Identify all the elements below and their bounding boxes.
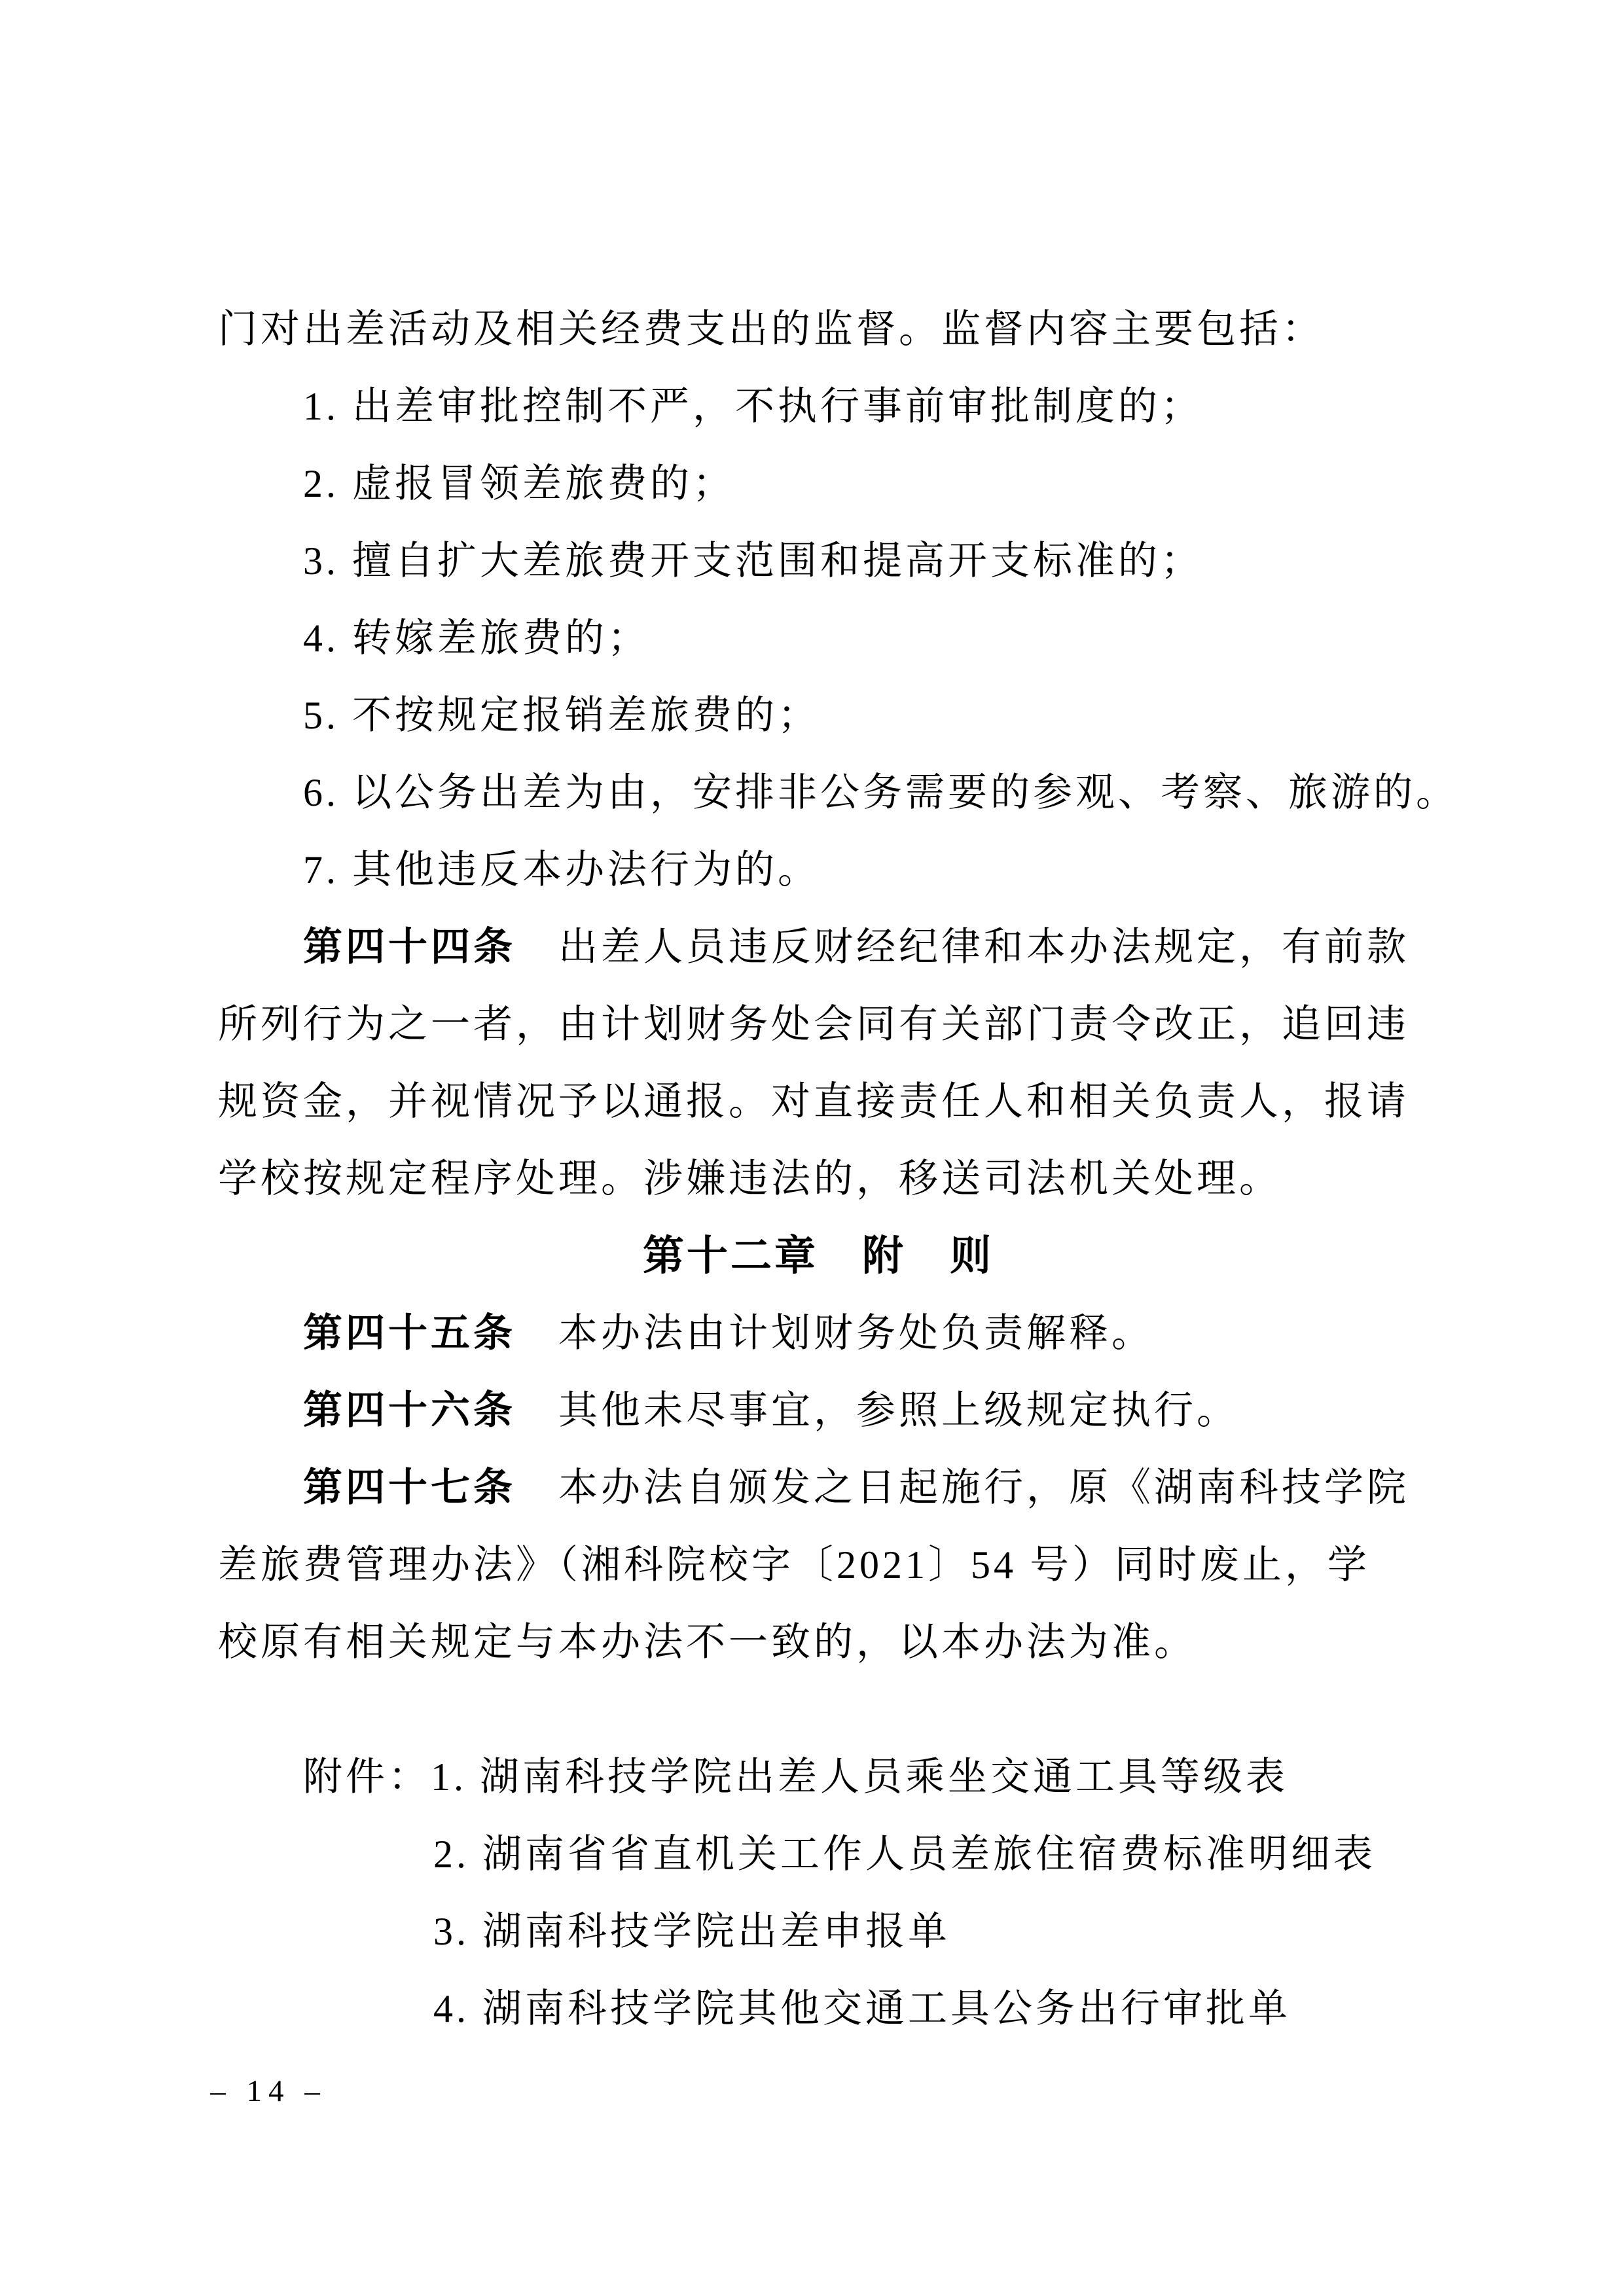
text-run: 1. 出差审批控制不严，不执行事前审批制度的； — [303, 385, 1203, 428]
article-number: 第四十六条 — [303, 1389, 516, 1432]
document-line — [218, 754, 1458, 831]
document-line — [218, 1140, 1418, 1217]
document-line — [218, 1063, 1418, 1140]
text-run: 门对出差活动及相关经费支出的监督。监督内容主要包括： — [218, 308, 1324, 351]
attachment-line — [218, 1970, 1418, 2047]
text-run: 出差人员违反财经纪律和本办法规定，有前款 — [516, 925, 1409, 969]
attachment-line — [218, 1893, 1418, 1970]
page-number: – 14 – — [210, 2074, 327, 2108]
document-line — [218, 1295, 1418, 1372]
text-run: 差旅费管理办法》（湘科院校字〔2021〕54 号）同时废止，学 — [218, 1543, 1370, 1587]
attachment-line — [218, 1738, 1418, 1816]
text-run: 所列行为之一者，由计划财务处会同有关部门责令改正，追回违 — [218, 1003, 1409, 1046]
document-line — [218, 1449, 1418, 1526]
text-run: 校原有相关规定与本办法不一致的，以本办法为准。 — [218, 1621, 1197, 1664]
document-line — [218, 986, 1418, 1063]
text-run: 3. 擅自扩大差旅费开支范围和提高开支标准的； — [303, 539, 1203, 583]
document-line — [218, 600, 1418, 677]
text-run: 2. 湖南省省直机关工作人员差旅住宿费标准明细表 — [433, 1833, 1376, 1876]
text-run: 3. 湖南科技学院出差申报单 — [433, 1910, 950, 1953]
text-run: 本办法由计划财务处负责解释。 — [516, 1312, 1154, 1355]
document-line — [218, 677, 1418, 754]
document-line — [218, 291, 1418, 368]
document-line — [218, 1604, 1418, 1681]
document-line — [218, 368, 1418, 445]
document-line — [218, 1372, 1418, 1449]
text-run: 学校按规定程序处理。涉嫌违法的，移送司法机关处理。 — [218, 1157, 1282, 1200]
document-line — [218, 1526, 1418, 1604]
document-line — [218, 445, 1418, 522]
text-run: 4. 转嫁差旅费的； — [303, 617, 650, 660]
article-number: 第十二章 附 则 — [643, 1233, 994, 1279]
document-text-block — [218, 291, 1458, 2047]
document-line — [218, 831, 1418, 908]
document-line — [218, 908, 1418, 986]
text-run: 规资金，并视情况予以通报。对直接责任人和相关负责人，报请 — [218, 1080, 1409, 1123]
text-run: 6. 以公务出差为由，安排非公务需要的参观、考察、旅游的。 — [303, 771, 1458, 814]
attachment-line — [218, 1816, 1418, 1893]
text-run: 其他未尽事宜，参照上级规定执行。 — [516, 1389, 1239, 1432]
article-number: 第四十四条 — [303, 925, 516, 969]
text-run: 附件：1. 湖南科技学院出差人员乘坐交通工具等级表 — [303, 1755, 1288, 1799]
text-run: 本办法自颁发之日起施行，原《湖南科技学院 — [516, 1466, 1409, 1509]
text-run: 5. 不按规定报销差旅费的； — [303, 694, 820, 737]
document-line — [218, 522, 1418, 600]
article-number: 第四十五条 — [303, 1312, 516, 1355]
text-run: 2. 虚报冒领差旅费的； — [303, 462, 735, 505]
article-number: 第四十七条 — [303, 1466, 516, 1509]
chapter-heading — [218, 1217, 1418, 1295]
blank-line — [218, 1681, 1418, 1738]
text-run: 4. 湖南科技学院其他交通工具公务出行审批单 — [433, 1987, 1291, 2030]
text-run: 7. 其他违反本办法行为的。 — [303, 848, 820, 891]
